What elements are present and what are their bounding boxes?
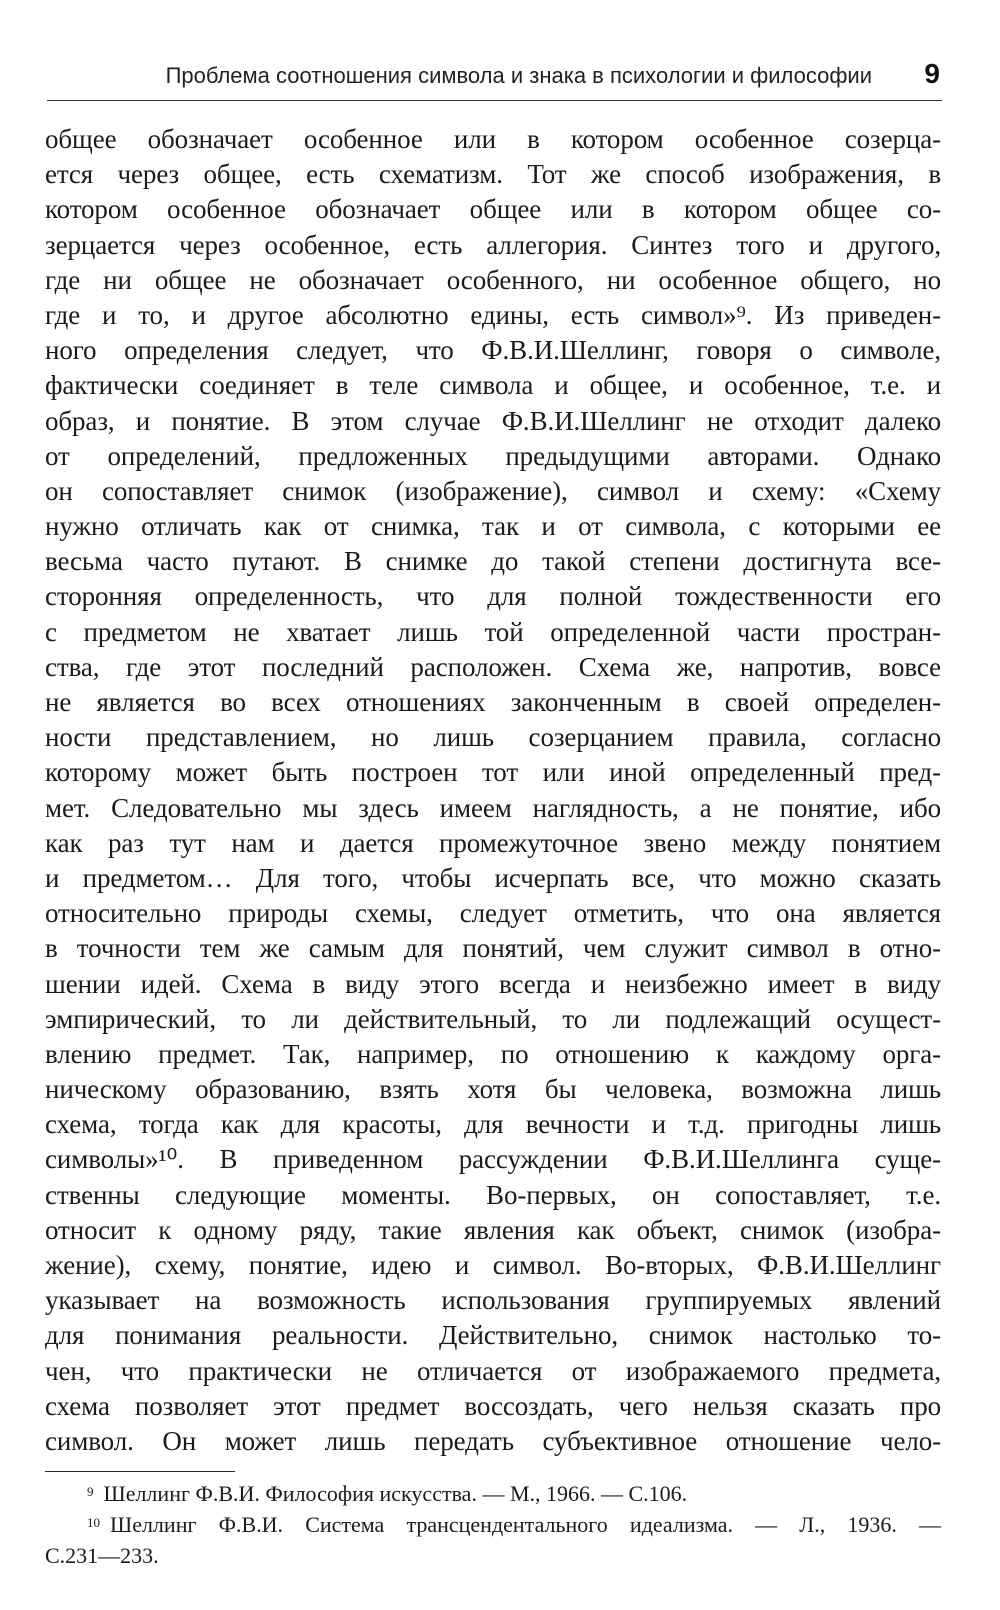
footnote-mark: 10 bbox=[87, 1515, 100, 1530]
text-line: образ, и понятие. В этом случае Ф.В.И.Шеллинг не отходит далеко bbox=[45, 405, 941, 436]
page-number: 9 bbox=[924, 58, 940, 89]
text-line: относит к одному ряду, такие явления как объект, снимок (изобра- bbox=[45, 1214, 941, 1245]
text-line: которому может быть построен тот или иной определенный пред- bbox=[45, 757, 941, 788]
text-line: указывает на возможность использования группируемых явлений bbox=[45, 1285, 941, 1316]
text-line: как раз тут нам и дается промежуточное звено между понятием bbox=[45, 827, 941, 858]
text-line: котором особенное обозначает общее или в котором общее со- bbox=[45, 194, 941, 225]
text-line: мет. Следовательно мы здесь имеем наглядность, а не понятие, ибо bbox=[45, 792, 941, 823]
text-line: фактически соединяет в теле символа и общее, и особенное, т.е. и bbox=[45, 370, 941, 401]
text-line: схема позволяет этот предмет воссоздать, чего нельзя сказать про bbox=[45, 1390, 941, 1421]
footnotes bbox=[45, 1478, 941, 1571]
text-line: ническому образованию, взять хотя бы человека, возможна лишь bbox=[45, 1074, 941, 1105]
footnote-text: Шеллинг Ф.В.И. Философия искусства. — М., 1966. — С.106. bbox=[103, 1481, 688, 1506]
text-line: в точности тем же самым для понятий, чем служит символ в отно- bbox=[45, 933, 941, 964]
text-line: влению предмет. Так, например, по отношению к каждому орга- bbox=[45, 1038, 941, 1069]
text-line: сторонняя определенность, что для полной тождественности его bbox=[45, 581, 941, 612]
text-line: схема, тогда как для красоты, для вечности и т.д. пригодны лишь bbox=[45, 1109, 941, 1140]
text-line: не является во всех отношениях законченным в своей определен- bbox=[45, 687, 941, 717]
body-text bbox=[45, 122, 941, 1459]
text-line: нужно отличать как от снимка, так и от символа, с которыми ее bbox=[45, 511, 941, 542]
text-line: чен, что практически не отличается от изображаемого предмета, bbox=[45, 1355, 941, 1386]
text-line: где и то, и другое абсолютно едины, есть символ»⁹. Из приведен- bbox=[45, 299, 941, 330]
footnote-10 bbox=[45, 1509, 941, 1540]
text-line: ности представлением, но лишь созерцанием правила, согласно bbox=[45, 722, 941, 753]
text-line: для понимания реальности. Действительно, снимок настолько то- bbox=[45, 1320, 941, 1351]
running-head-title: Проблема соотношения символа и знака в психологии и философии bbox=[165, 63, 872, 88]
text-line: шении идей. Схема в виду этого всегда и неизбежно имеет в виду bbox=[45, 968, 941, 999]
text-line: ного определения следует, что Ф.В.И.Шеллинг, говоря о символе, bbox=[45, 335, 941, 366]
text-line: ства, где этот последний расположен. Схема же, напротив, вовсе bbox=[45, 651, 941, 682]
text-line: символы»¹⁰. В приведенном рассуждении Ф.В.И.Шеллинга суще- bbox=[45, 1144, 941, 1175]
text-line: жение), схему, понятие, идею и символ. Во-вторых, Ф.В.И.Шеллинг bbox=[45, 1250, 941, 1280]
text-line: весьма часто путают. В снимке до такой степени достигнута все- bbox=[45, 546, 941, 577]
text-line: эмпирический, то ли действительный, то ли подлежащий осущест- bbox=[45, 1003, 941, 1034]
footnote-text: Шеллинг Ф.В.И. Система трансцендентального идеализма. — Л., 1936. — bbox=[110, 1512, 941, 1537]
footnote-10-continuation: С.231—233. bbox=[45, 1543, 159, 1568]
text-line: от определений, предложенных предыдущими авторами. Однако bbox=[45, 440, 941, 471]
text-line: относительно природы схемы, следует отметить, что она является bbox=[45, 898, 941, 929]
text-line: и предметом… Для того, чтобы исчерпать все, что можно сказать bbox=[45, 862, 941, 893]
text-line: ственны следующие моменты. Во-первых, он сопоставляет, т.е. bbox=[45, 1179, 941, 1210]
footnote-9 bbox=[45, 1478, 941, 1509]
text-line: символ. Он может лишь передать субъективное отношение чело- bbox=[45, 1425, 941, 1456]
text-line: зерцается через особенное, есть аллегория. Синтез того и другого, bbox=[45, 229, 941, 260]
text-line: он сопоставляет снимок (изображение), символ и схему: «Схему bbox=[45, 475, 941, 506]
footnote-mark: 9 bbox=[87, 1484, 94, 1499]
text-line: с предметом не хватает лишь той определенной части простран- bbox=[45, 616, 941, 647]
text-line: общее обозначает особенное или в котором особенное созерца- bbox=[45, 124, 941, 154]
text-line: ется через общее, есть схематизм. Тот же способ изображения, в bbox=[45, 159, 941, 190]
running-head bbox=[47, 60, 942, 101]
footnote-separator bbox=[45, 1471, 235, 1472]
text-line: где ни общее не обозначает особенного, ни особенное общего, но bbox=[45, 264, 941, 295]
